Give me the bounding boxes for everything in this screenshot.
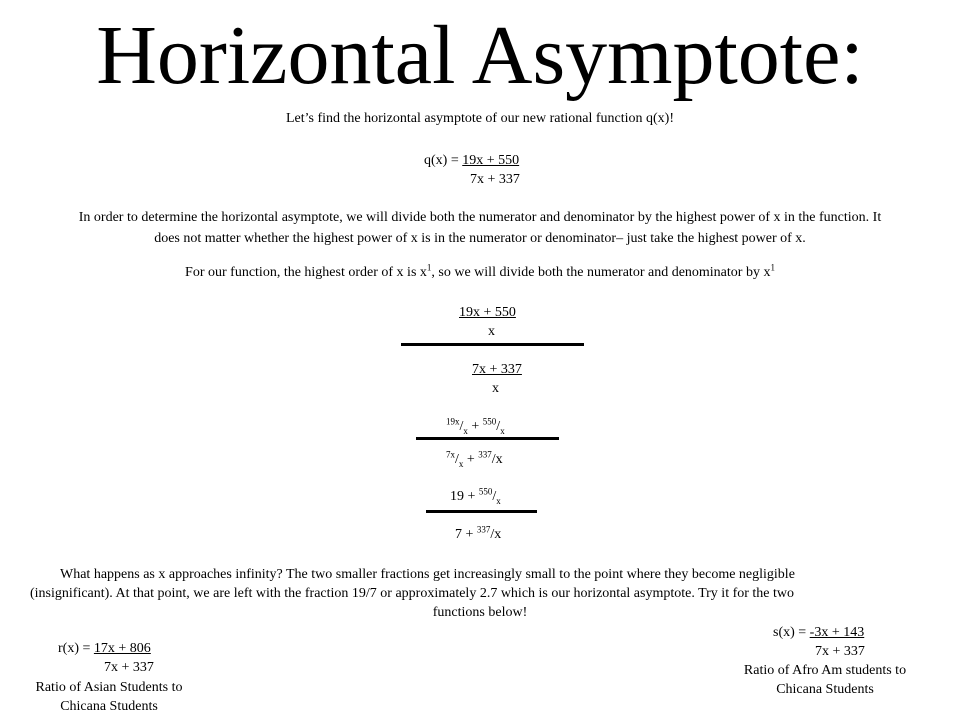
- order-exponent-a: 1: [426, 262, 432, 273]
- divide-explanation-line-1: In order to determine the horizontal asymptote, we will divide both the numerator and denominator by the highest power of x in the function. It: [78, 210, 882, 225]
- step2-num-b-sub: x: [500, 425, 505, 436]
- s-function-numerator: [773, 625, 864, 641]
- s-caption-line-1: Ratio of Afro Am students to: [743, 663, 907, 678]
- step3-num-lead: 19 +: [450, 489, 479, 504]
- s-caption-line-2: Chicana Students: [776, 682, 874, 697]
- step3-numerator: $19 + ^{550}/_x$: [450, 486, 501, 506]
- step1-numerator-bottom: x: [488, 324, 495, 339]
- conclusion-line-3: functions below!: [432, 605, 528, 620]
- s-numerator: -3x + 143: [809, 625, 865, 640]
- order-text-a: For our function, the highest order of x is x: [185, 265, 427, 280]
- step3-den-lead: 7 +: [455, 527, 477, 542]
- order-text-b: , so we will divide both the numerator and denominator by x: [431, 265, 771, 280]
- q-function-numerator: [424, 153, 519, 169]
- conclusion-line-2: (insignificant). At that point, we are left with the fraction 19/7 or approximately 2.7 which is our horizontal asymptote. Try it for the two: [30, 586, 795, 601]
- intro-text: Let’s find the horizontal asymptote of our new rational function q(x)!: [285, 111, 674, 126]
- step1-denominator-top-text: 7x + 337: [472, 362, 522, 377]
- step2-num-a-sub: x: [463, 425, 468, 436]
- s-prefix: s(x) =: [773, 625, 810, 640]
- step2-num-a-sup: 19x: [446, 416, 460, 427]
- step1-numerator-top: [459, 305, 516, 321]
- divide-explanation: [0, 207, 960, 249]
- step1-fraction-bar: [401, 343, 584, 346]
- r-caption-line-2: Chicana Students: [60, 699, 158, 714]
- step2-den-a-sub: x: [458, 458, 464, 469]
- step2-den-a-sup: 7x: [446, 449, 455, 460]
- step2-num-plus: +: [467, 419, 483, 434]
- r-function-numerator: [58, 641, 151, 657]
- step1-denominator-top: [472, 362, 522, 378]
- step2-den-b-tail: /x: [491, 452, 503, 467]
- highest-order-line: [0, 262, 960, 281]
- q-prefix: q(x) =: [424, 153, 463, 168]
- q-denominator: 7x + 337: [470, 172, 520, 187]
- step3-num-sub: x: [496, 495, 501, 506]
- step2-num-b-sup: 550: [482, 416, 497, 427]
- step2-numerator: $^{19x}/_x + ^{550}/_x$: [446, 416, 505, 436]
- step2-den-plus: +: [463, 452, 479, 467]
- step3-den-sup: 337: [476, 524, 491, 535]
- page-title: Horizontal Asymptote:: [96, 9, 864, 102]
- r-numerator: 17x + 806: [93, 641, 151, 656]
- conclusion-line-1: What happens as x approaches infinity? The two smaller fractions get increasingly small to the point where they become negligible: [60, 567, 795, 582]
- step1-denominator-bottom: x: [492, 381, 499, 396]
- divide-explanation-line-2: does not matter whether the highest power of x is in the numerator or denominator– just take the highest power of x.: [154, 231, 806, 246]
- step2-fraction-bar: [416, 437, 559, 440]
- r-denominator: 7x + 337: [104, 660, 154, 675]
- s-denominator: 7x + 337: [815, 644, 865, 659]
- step1-numerator-top-text: 19x + 550: [459, 305, 516, 320]
- step3-fraction-bar: [426, 510, 537, 513]
- step3-denominator: [455, 524, 502, 543]
- step2-denominator: $^{7x}/_x + ^{337}/x$: [446, 449, 503, 469]
- r-caption-line-1: Ratio of Asian Students to: [35, 680, 183, 695]
- step2-den-b-sup: 337: [478, 449, 492, 460]
- q-numerator: 19x + 550: [462, 153, 520, 168]
- step3-den-tail: /x: [490, 527, 502, 542]
- r-prefix: r(x) =: [58, 641, 94, 656]
- step3-num-sup: 550: [478, 486, 493, 497]
- order-exponent-b: 1: [770, 262, 775, 273]
